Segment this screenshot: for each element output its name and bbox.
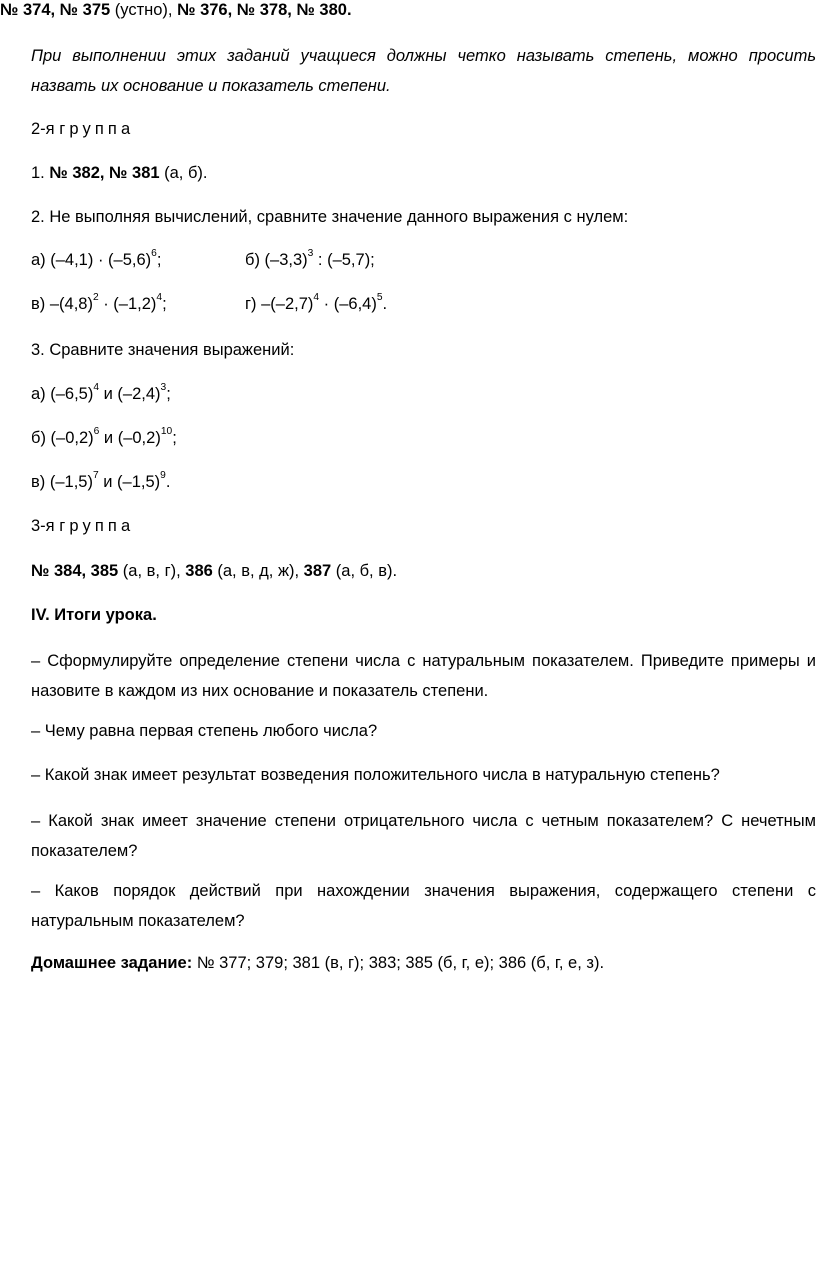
homework-text: № 377; 379; 381 (в, г); 383; 385 (б, г, е); 386 (б, г, е, з). (192, 954, 605, 972)
task-2d (245, 292, 388, 313)
task-2d-exponent-2: 5 (376, 292, 383, 304)
task-3c-exponent-1: 7 (92, 470, 99, 482)
task-1-prefix: 1. (31, 164, 50, 182)
task-3a (0, 382, 816, 405)
group-3-word: группа (59, 517, 135, 535)
task-group-3-items-1: (а, в, г), (118, 562, 186, 580)
task-2d-exponent-1: 4 (313, 292, 320, 304)
question-5: – Каков порядок действий при нахождении значения выражения, содержащего степени с натуральным показателем? (31, 882, 816, 930)
task-2-row-1 (0, 248, 816, 271)
task-1 (0, 164, 816, 184)
task-3c-exponent-2: 9 (160, 470, 166, 482)
exercise-numbers-bold: № 374, № 375 (0, 1, 111, 19)
task-3b-end: ; (172, 429, 177, 447)
task-2a (31, 248, 245, 271)
question-3: – Какой знак имеет результат возведения положительного числа в натуральную степень? (31, 766, 720, 784)
task-2c-base: в) –(4,8) (31, 295, 93, 313)
task-3b-exponent-2: 10 (160, 426, 173, 438)
task-2a-exponent: 6 (151, 248, 157, 260)
task-2b (245, 248, 375, 269)
task-3c-base-1: в) (–1,5) (31, 473, 93, 491)
task-3b-base-2: и (–0,2) (99, 429, 161, 447)
group-3-number: 3-я (31, 517, 55, 535)
task-2-row-2 (0, 292, 816, 315)
task-3a-exponent-2: 3 (160, 382, 167, 394)
exercise-note: (устно), (110, 1, 178, 19)
group-3-heading (0, 517, 816, 537)
exercise-line-1 (0, 1, 816, 21)
task-2b-end: : (–5,7); (313, 251, 375, 269)
group-2-word: группа (59, 120, 135, 138)
task-group-3 (0, 562, 816, 582)
task-group-3-bold-2: 386 (185, 562, 213, 580)
task-3c-end: . (165, 473, 171, 491)
task-1-numbers: № 382, № 381 (49, 164, 160, 182)
task-3c-base-2: и (–1,5) (98, 473, 161, 491)
group-2-number: 2-я (31, 120, 55, 138)
task-2d-base: г) –(–2,7) (245, 295, 314, 313)
task-3a-end: ; (166, 385, 171, 403)
task-3b-exponent-1: 6 (93, 426, 100, 438)
task-2c-mid: · (–1,2) (98, 295, 157, 313)
task-3a-base-1: а) (–6,5) (31, 385, 94, 403)
question-1: – Сформулируйте определение степени числа с натуральным показателем. Приведите примеры и назовите в каждом из них основание и показатель степени. (31, 652, 816, 700)
task-2b-exponent: 3 (307, 248, 314, 260)
task-2-title: 2. Не выполняя вычислений, сравните значение данного выражения с нулем: (31, 208, 629, 226)
task-2c-exponent-2: 4 (156, 292, 163, 304)
task-group-3-bold-1: № 384, 385 (31, 562, 119, 580)
summary-heading: IV. Итоги урока. (31, 606, 157, 624)
task-group-3-items-3: (а, б, в). (331, 562, 398, 580)
task-3a-exponent-1: 4 (93, 382, 100, 394)
homework-label: Домашнее задание: (31, 954, 193, 972)
task-2d-mid: · (–6,4) (319, 295, 377, 313)
task-group-3-bold-3: 387 (303, 562, 332, 580)
group-2-heading (0, 120, 816, 140)
task-3b-base-1: б) (–0,2) (31, 429, 94, 447)
question-2: – Чему равна первая степень любого числа? (31, 722, 378, 740)
question-4: – Какой знак имеет значение степени отрицательного числа с четным показателем? С нечетным показателем? (31, 812, 816, 860)
task-2c-exponent-1: 2 (92, 292, 99, 304)
exercise-numbers-bold-2: № 376, № 378, № 380. (177, 1, 352, 19)
task-2c-end: ; (162, 295, 167, 313)
task-2a-base: а) (–4,1) · (–5,6) (31, 251, 152, 269)
intro-paragraph: При выполнении этих заданий учащиеся должны четко называть степень, можно просить назвать их основание и показатель степени. (31, 47, 816, 95)
task-2a-end: ; (156, 251, 162, 269)
task-2c (31, 292, 245, 315)
task-3b (0, 426, 816, 449)
task-3c (0, 470, 816, 493)
task-2b-base: б) (–3,3) (245, 251, 308, 269)
homework (0, 954, 816, 974)
task-2d-end: . (382, 295, 388, 313)
task-1-items: (а, б). (159, 164, 208, 182)
task-group-3-items-2: (а, в, д, ж), (212, 562, 304, 580)
task-3a-base-2: и (–2,4) (99, 385, 161, 403)
task-3-title: 3. Сравните значения выражений: (31, 341, 295, 359)
